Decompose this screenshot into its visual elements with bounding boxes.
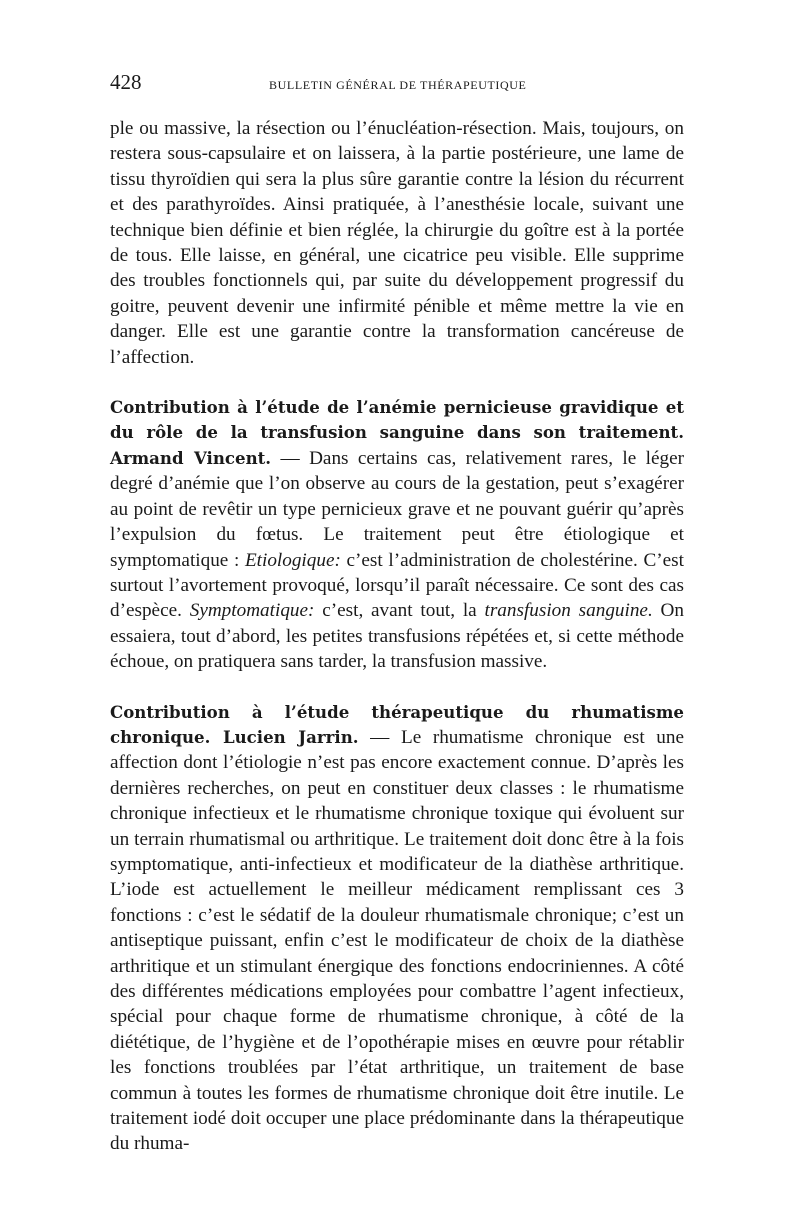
abstract-title: Contribution à l’étude thérapeutique du rhumatisme chronique. Lucien Jarrin. (110, 701, 684, 747)
abstract-text: c’est, avant tout, la (314, 600, 485, 622)
abstract-title: Contribution à l’étude de l’anémie pernicieuse gravidique et du rôle de la transfusion sanguine dans son traitement. Armand Vincent. (110, 397, 684, 468)
continuation-paragraph: ple ou massive, la résection ou l’énucléation-résection. Mais, toujours, on restera sous-capsulaire et on laissera, à la partie postérieure, une lame de tissu thyroïdien qui sera la plus sûre garantie contre la lésion du récurrent et des parathyroïdes. Ainsi pratiquée, à l’anesthésie locale, suivant une technique bien définie et bien réglée, la chirurgie du goître est à la portée de tous. Elle laisse, en général, une cicatrice peu visible. Elle supprime des troubles fonctionnels qui, par suite du développement progressif du goitre, peuvent devenir une infirmité pénible et même mettre la vie en danger. Elle est une garantie contre la transformation cancéreuse de l’affection. (110, 118, 684, 368)
title-dash: — (271, 447, 310, 469)
abstract-text: Dans certains cas, relativement rares, le léger degré d’anémie que l’on observe au cours de la gestation, peut s’exagérer au point de revêtir un type pernicieux grave et ne pouvant guérir qu’après l’expulsion du fœtus. Le traitement peut être étiologique et symptomatique : (110, 447, 684, 571)
title-dash: — (358, 726, 401, 748)
running-title: BULLETIN GÉNÉRAL DE THÉRAPEUTIQUE (269, 78, 527, 92)
abstract-text: Le rhumatisme chronique est une affection dont l’étiologie n’est pas encore exactement connue. D’après les dernières recherches, on peut en constituer deux classes : le rhumatisme chronique infectieux et le rhumatisme chronique toxique qui évoluent sur un terrain rhumatismal ou arthritique. Le traitement doit donc être à la fois symptomatique, anti-infectieux et modificateur de la diathèse arthritique. L’iode est actuellement le meilleur médicament remplissant ces 3 fonctions : c’est le sédatif de la douleur rhumatismale chronique; c’est un antiseptique puissant, enfin c’est le modificateur de choix de la diathèse arthritique et un stimulant énergique des fonctions endocriniennes. A côté des différentes médications employées pour combattre l’agent infectieux, spécial pour chaque forme de rhumatisme chronique, à côté de la diététique, de l’hygiène et de l’opothérapie mises en œuvre pour rétablir les fonctions troublées par l’état arthritique, un traitement de base commun à toutes les formes de rhumatisme chronique doit être inutile. Le traitement iodé doit occuper une place prédominante dans la thérapeutique du rhuma- (110, 726, 684, 1155)
italic-term: Etiologique: (244, 549, 341, 571)
abstract-text: c’est l’administration de cholestérine. C’est surtout l’avortement provoqué, lorsqu’il paraît nécessaire. Ce sont des cas d’espèce. (110, 549, 684, 622)
abstract-rhumatisme (110, 700, 684, 1157)
abstract-text: On essaiera, tout d’abord, les petites transfusions répétées et, si cette méthode échoue, on pratiquera sans tarder, la transfusion massive. (110, 600, 685, 673)
italic-term: Symptomatique: (189, 600, 315, 622)
page-number: 428 (110, 70, 142, 94)
abstract-anemie (110, 395, 684, 674)
document-page (110, 70, 684, 1157)
page-header (110, 70, 684, 104)
italic-term: transfusion sanguine. (484, 600, 653, 622)
